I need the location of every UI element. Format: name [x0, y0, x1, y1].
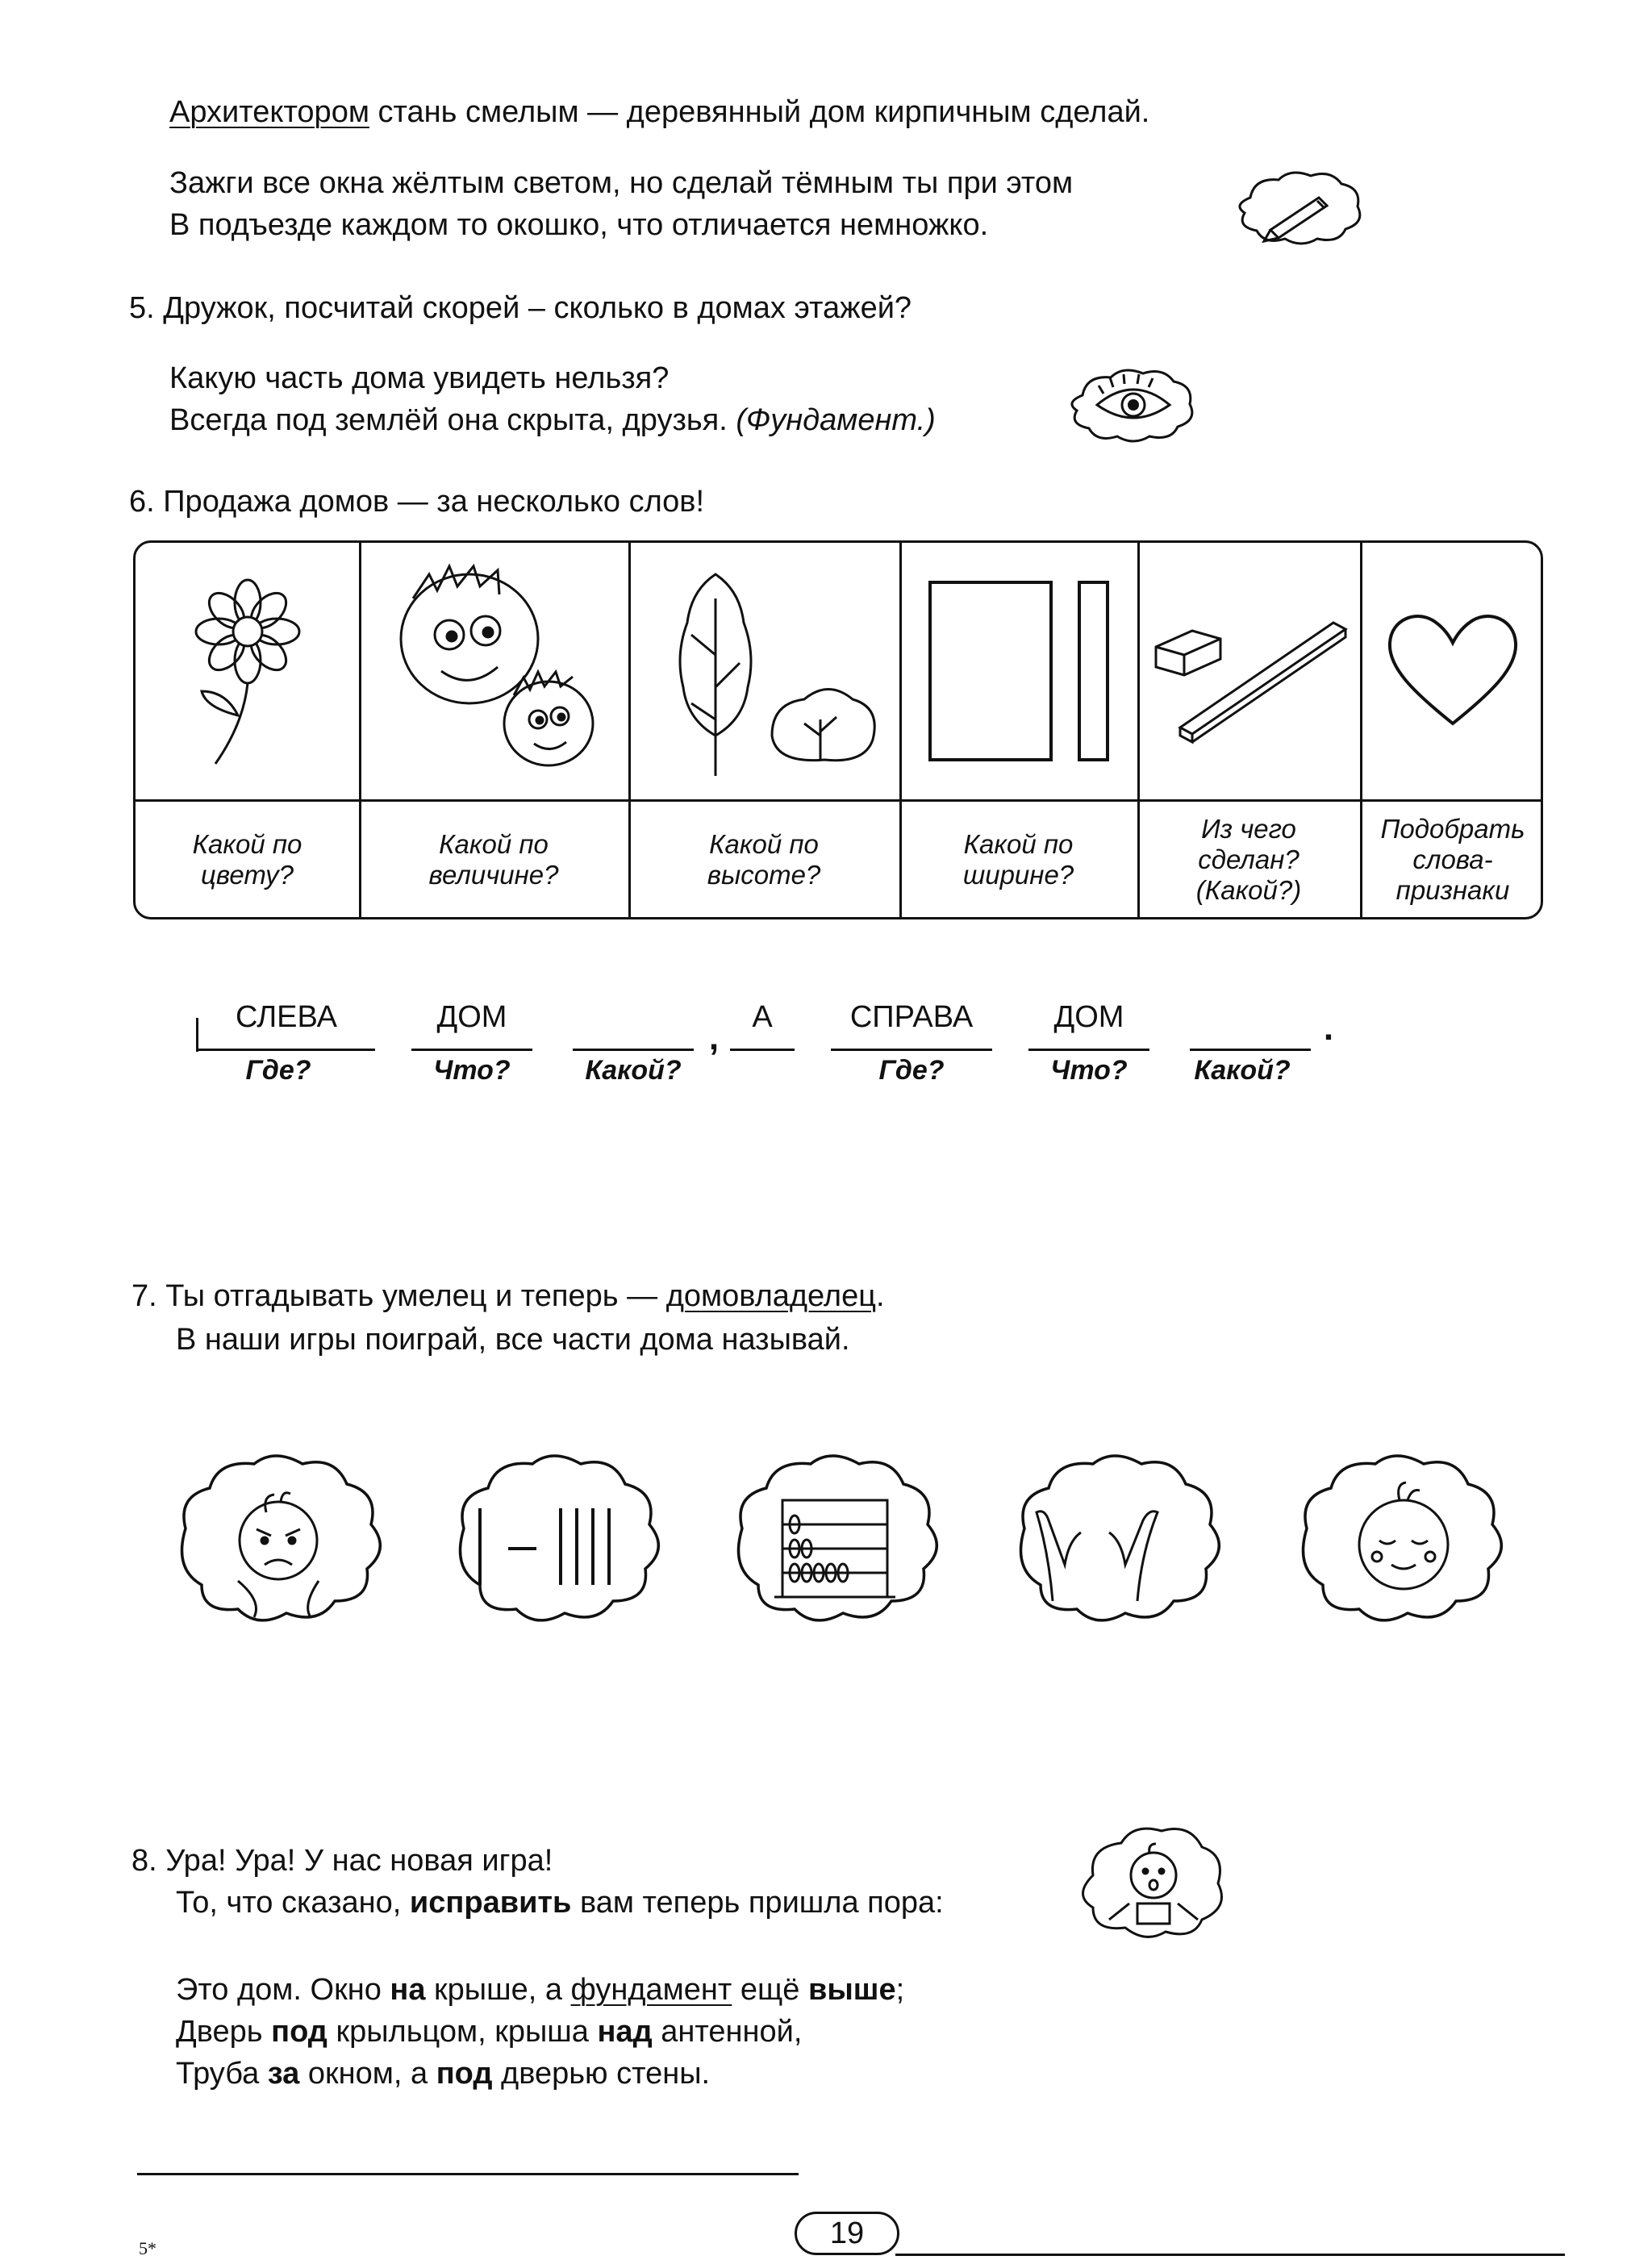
blank-line	[573, 1049, 694, 1051]
table-question: Какой по высоте?	[707, 829, 821, 890]
sentence-question: Где?	[245, 1055, 311, 1086]
table-cell-picture	[1360, 543, 1546, 799]
table-cell-picture	[359, 543, 628, 799]
item5-answer: (Фундамент.)	[736, 403, 936, 437]
table-cell-picture	[628, 543, 899, 799]
pencil-icon	[1230, 165, 1367, 246]
item8-paragraph-line-2: Дверь под крыльцом, крыша над антенной,	[176, 2015, 803, 2049]
sentence-question: Какой?	[1194, 1055, 1291, 1086]
sentence-question: Что?	[1050, 1055, 1128, 1086]
abacus-icon	[739, 1456, 937, 1620]
tree-bush-icon	[643, 558, 885, 784]
sentence-word: А	[752, 1000, 773, 1034]
table-question: Подобрать слова- признаки	[1380, 814, 1525, 905]
sentence-question: Какой?	[585, 1055, 682, 1086]
blank-line	[198, 1049, 375, 1051]
sentence-word: СПРАВА	[849, 1000, 974, 1034]
properties-table	[133, 540, 1543, 919]
intro-line-1: Архитектором стань смелым — деревянный дом кирпичным сделай.	[169, 95, 1150, 129]
hands-icon	[1021, 1456, 1220, 1620]
item7-line-2: В наши игры поиграй, все части дома называй.	[176, 1323, 850, 1357]
table-cell-picture	[899, 543, 1137, 799]
boys-faces-icon	[373, 558, 615, 784]
blank-line	[1028, 1049, 1149, 1051]
footer-rule-left	[137, 2173, 799, 2175]
item7-underlined-word: домовладелец	[665, 1279, 876, 1313]
calm-face-icon	[1304, 1456, 1502, 1620]
table-question: Из чего сделан? (Какой?)	[1195, 814, 1302, 905]
sentence-period: .	[1323, 1008, 1334, 1048]
blank-line	[831, 1049, 992, 1051]
intro-underlined-word: Архитектором	[169, 95, 369, 129]
item5-heading: 5. Дружок, посчитай скорей – сколько в домах этажей?	[129, 291, 912, 325]
sentence-comma: ,	[708, 1018, 720, 1057]
brick-plank-icon	[1144, 590, 1354, 752]
angry-child-icon	[182, 1456, 381, 1620]
sentence-question: Где?	[878, 1055, 945, 1086]
table-question: Какой по цвету?	[192, 829, 302, 890]
heart-icon	[1380, 603, 1525, 740]
blank-line	[730, 1049, 795, 1051]
cloud-pictures-row	[169, 1452, 1557, 1637]
table-question: Какой по величине?	[428, 829, 559, 890]
signature-mark: 5*	[139, 2238, 156, 2258]
item5-line-2: Всегда под землёй она скрыта, друзья. (Фундамент.)	[169, 403, 936, 437]
sentence-question: Что?	[433, 1055, 511, 1086]
item8-line-1: 8. Ура! Ура! У нас новая игра!	[131, 1844, 553, 1878]
sentence-word: ДОМ	[1053, 1000, 1124, 1034]
item8-paragraph-line-1: Это дом. Окно на крыше, а фундамент ещё выше;	[176, 1973, 905, 2007]
blank-line	[1190, 1049, 1311, 1051]
eye-icon	[1065, 363, 1202, 444]
intro-line-2: Зажги все окна жёлтым светом, но сделай тёмным ты при этом	[169, 166, 1074, 200]
sticks-icon	[461, 1456, 659, 1620]
sentence-word: ДОМ	[436, 1000, 507, 1034]
table-cell-picture	[136, 543, 359, 799]
table-cell-picture	[1137, 543, 1360, 799]
flower-icon	[167, 570, 328, 772]
sentence-word: СЛЕВА	[236, 1000, 337, 1034]
item8-line-2: То, что сказано, исправить вам теперь пришла пора:	[176, 1886, 944, 1920]
item7-line-1: 7. Ты отгадывать умелец и теперь — домовладелец.	[131, 1279, 885, 1313]
rectangles-icon	[914, 566, 1124, 776]
footer-rule-right	[895, 2254, 1565, 2256]
surprised-child-icon	[1077, 1827, 1230, 1940]
page-number: 19	[795, 2212, 899, 2255]
intro-line-3: В подъезде каждом то окошко, что отличается немножко.	[169, 208, 989, 242]
item5-line-1: Какую часть дома увидеть нельзя?	[169, 361, 670, 395]
item6-heading: 6. Продажа домов — за несколько слов!	[129, 485, 705, 519]
table-question: Какой по ширине?	[962, 829, 1074, 890]
blank-line	[411, 1049, 532, 1051]
item8-paragraph-line-3: Труба за окном, а под дверью стены.	[176, 2057, 711, 2091]
